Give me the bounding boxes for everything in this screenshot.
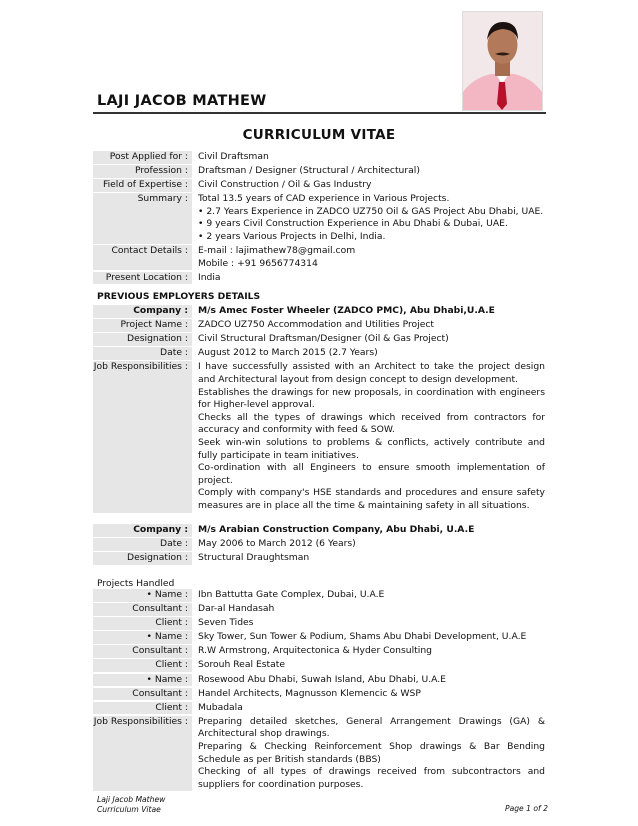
field-value	[192, 702, 545, 715]
field-label: Company :	[93, 305, 192, 318]
field-label: Post Applied for :	[93, 151, 192, 164]
footer-doc-title: Curriculum Vitae	[97, 805, 161, 814]
value-line: India	[198, 271, 221, 283]
header-divider	[93, 112, 546, 114]
personal-row	[93, 165, 545, 178]
value-line: Checking of all types of drawings received from subcontractors and suppliers for coordination purposes.	[198, 766, 545, 790]
value-line: • 2 years Various Projects in Delhi, India.	[198, 231, 386, 243]
field-value	[192, 151, 545, 164]
cv-title: CURRICULUM VITAE	[242, 127, 396, 143]
value-line: E-mail : lajimathew78@gmail.com	[198, 245, 356, 257]
field-value	[192, 538, 545, 551]
employer2-row	[93, 552, 545, 565]
field-label: Designation :	[93, 333, 192, 346]
projects-row	[93, 688, 545, 701]
field-label: Client :	[93, 702, 192, 715]
employer-2-table	[93, 524, 545, 566]
personal-row	[93, 179, 545, 192]
projects-row	[93, 617, 545, 630]
personal-row	[93, 272, 545, 285]
field-label: Consultant :	[93, 645, 192, 658]
field-label: Date :	[93, 538, 192, 551]
value-line: Rosewood Abu Dhabi, Suwah Island, Abu Dhabi, U.A.E	[198, 673, 446, 685]
value-line: Comply with company's HSE standards and procedures and ensure safety measures are in place all the time & maintaining safety in all situations.	[198, 487, 545, 511]
value-line: Sorouh Real Estate	[198, 659, 286, 671]
value-line: M/s Amec Foster Wheeler (ZADCO PMC), Abu Dhabi,U.A.E	[198, 305, 495, 316]
projects-row	[93, 589, 545, 602]
field-value	[192, 179, 545, 192]
field-label: Client :	[93, 659, 192, 672]
value-line: Seek win-win solutions to problems & conflicts, actively contribute and fully participate in team initiatives.	[198, 436, 545, 461]
field-label: Consultant :	[93, 688, 192, 701]
field-value	[192, 617, 545, 630]
field-value	[192, 603, 545, 616]
field-label: Job Responsibilities :	[93, 361, 192, 512]
field-value	[192, 165, 545, 178]
candidate-name: LAJI JACOB MATHEW	[97, 93, 267, 109]
value-line: Mobile : +91 9656774314	[198, 257, 318, 269]
value-line: R.W Armstrong, Arquitectonica & Hyder Consulting	[198, 645, 432, 657]
field-value	[192, 245, 545, 270]
value-line: • 2.7 Years Experience in ZADCO UZ750 Oil & GAS Project Abu Dhabi, UAE.	[198, 205, 544, 217]
previous-employers-heading: PREVIOUS EMPLOYERS DETAILS	[97, 291, 261, 302]
field-value	[192, 589, 545, 602]
value-line: Civil Draftsman	[198, 151, 269, 162]
value-line: • 9 years Civil Construction Experience in Abu Dhabi & Dubai, UAE.	[198, 218, 508, 230]
projects-row	[93, 716, 545, 792]
field-label: Field of Expertise :	[93, 179, 192, 192]
value-line: M/s Arabian Construction Company, Abu Dhabi, U.A.E	[198, 524, 475, 535]
field-label: Company :	[93, 524, 192, 537]
field-value	[192, 645, 545, 658]
value-line: Ibn Battutta Gate Complex, Dubai, U.A.E	[198, 589, 385, 600]
field-value	[192, 659, 545, 672]
field-value	[192, 272, 545, 285]
projects-table	[93, 589, 545, 793]
profile-photo	[462, 11, 543, 111]
value-line: Total 13.5 years of CAD experience in Various Projects.	[198, 193, 450, 205]
field-label: Summary :	[93, 193, 192, 243]
field-value	[192, 631, 545, 644]
value-line: Establishes the drawings for new proposals, in coordination with engineers for Higher-level approval.	[198, 386, 545, 411]
value-line: Preparing & Checking Reinforcement Shop drawings & Bar Bending Schedule as per British standards (BBS)	[198, 741, 545, 765]
value-line: Structural Draughtsman	[198, 552, 310, 564]
employer1-row	[93, 361, 545, 512]
field-value	[192, 305, 545, 318]
field-value	[192, 688, 545, 701]
projects-row	[93, 702, 545, 715]
value-line: Checks all the types of drawings which received from contractors for accuracy and conformity with feed & SOW.	[198, 411, 545, 436]
projects-row	[93, 674, 545, 687]
employer2-row	[93, 538, 545, 551]
value-line: Draftsman / Designer (Structural / Architectural)	[198, 165, 420, 177]
field-value	[192, 361, 545, 512]
value-line: Sky Tower, Sun Tower & Podium, Shams Abu Dhabi Development, U.A.E	[198, 631, 527, 643]
field-label: Contact Details :	[93, 245, 192, 270]
personal-row	[93, 245, 545, 270]
field-value	[192, 716, 545, 792]
field-label: • Name :	[93, 674, 192, 687]
value-line: Civil Structural Draftsman/Designer (Oil & Gas Project)	[198, 333, 449, 345]
value-line: Civil Construction / Oil & Gas Industry	[198, 179, 372, 191]
field-label: Job Responsibilities :	[93, 716, 192, 792]
field-value	[192, 524, 545, 537]
page-number: Page 1 of 2	[505, 804, 548, 813]
footer	[97, 795, 165, 815]
value-line: ZADCO UZ750 Accommodation and Utilities Project	[198, 319, 435, 331]
field-label: Present Location :	[93, 272, 192, 285]
projects-row	[93, 603, 545, 616]
value-line: Mubadala	[198, 701, 243, 713]
value-line: August 2012 to March 2015 (2.7 Years)	[198, 347, 378, 359]
employer1-row	[93, 347, 545, 360]
field-value	[192, 193, 545, 243]
employer1-row	[93, 305, 545, 318]
field-value	[192, 333, 545, 346]
field-label: Designation :	[93, 552, 192, 565]
field-value	[192, 319, 545, 332]
employer1-row	[93, 333, 545, 346]
value-line: Co-ordination with all Engineers to ensure smooth implementation of project.	[198, 462, 545, 486]
value-line: I have successfully assisted with an Architect to take the project design and Architectural layout from design concept to design development.	[198, 361, 545, 385]
projects-row	[93, 659, 545, 672]
field-label: Date :	[93, 347, 192, 360]
value-line: Dar-al Handasah	[198, 603, 275, 615]
value-line: Handel Architects, Magnusson Klemencic & WSP	[198, 687, 421, 699]
personal-row	[93, 193, 545, 243]
projects-row	[93, 645, 545, 658]
field-label: Profession :	[93, 165, 192, 178]
field-label: Consultant :	[93, 603, 192, 616]
field-label: • Name :	[93, 631, 192, 644]
field-label: Client :	[93, 617, 192, 630]
field-label: • Name :	[93, 589, 192, 602]
field-value	[192, 674, 545, 687]
employer1-row	[93, 319, 545, 332]
projects-row	[93, 631, 545, 644]
field-label: Project Name :	[93, 319, 192, 332]
value-line: Seven Tides	[198, 617, 254, 629]
footer-name: Laji Jacob Mathew	[97, 795, 166, 804]
field-value	[192, 347, 545, 360]
projects-heading: Projects Handled	[97, 578, 175, 589]
employer2-row	[93, 524, 545, 537]
personal-row	[93, 151, 545, 164]
personal-details-table	[93, 151, 545, 286]
value-line: Preparing detailed sketches, General Arrangement Drawings (GA) & Architectural shop drawings.	[198, 715, 545, 740]
field-value	[192, 552, 545, 565]
value-line: May 2006 to March 2012 (6 Years)	[198, 538, 356, 550]
employer-1-table	[93, 305, 545, 514]
